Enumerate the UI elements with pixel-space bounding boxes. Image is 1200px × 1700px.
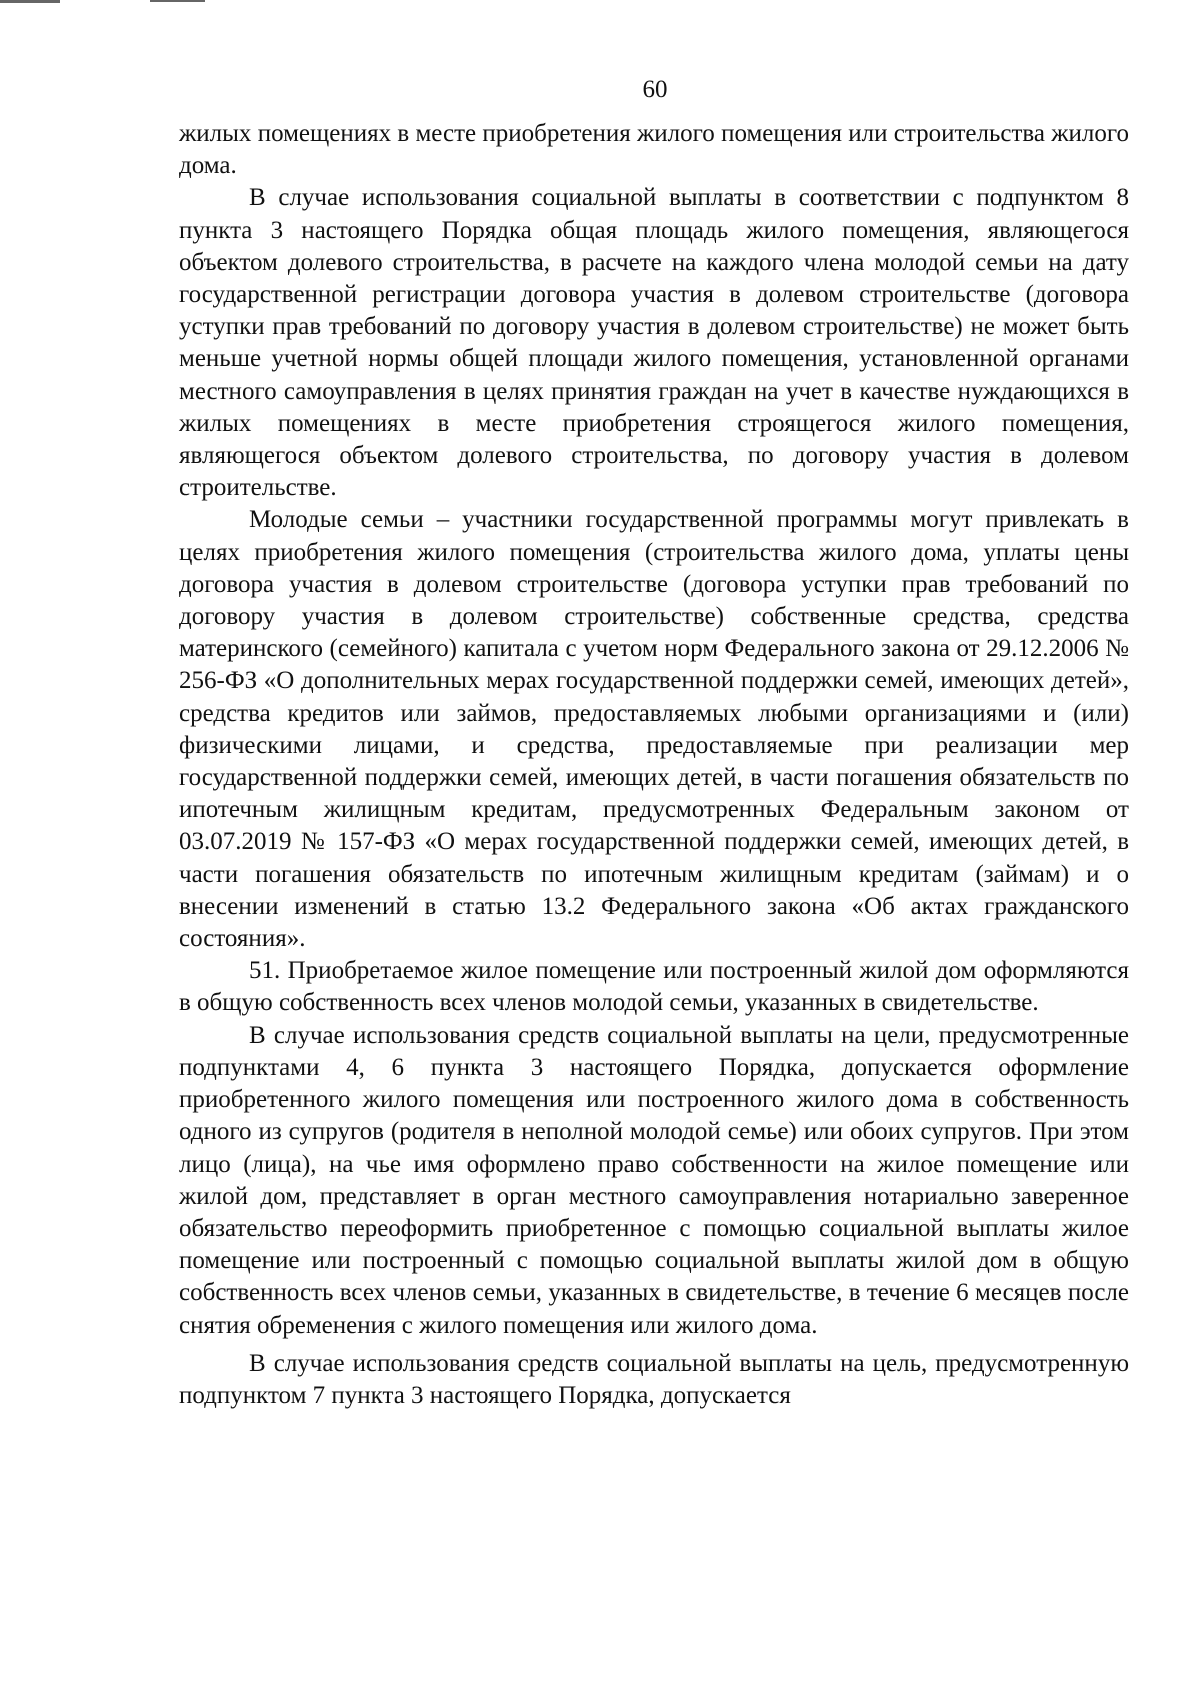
scan-edge-mark	[0, 0, 60, 3]
scan-edge-mark	[150, 0, 205, 2]
paragraph: жилых помещениях в месте приобретения жилого помещения или строительства жилого дома.	[179, 120, 1129, 180]
page-number: 60	[642, 76, 668, 103]
document-body	[179, 118, 1129, 1412]
paragraph: В случае использования средств социальной выплаты на цели, предусмотренные подпунктами 4, 6 пункта 3 настоящего Порядка, допускается оформление приобретенного жилого помещения или построенного жилого дома в собственность одного из супругов (родителя в неполной молодой семье) или обоих супругов. При этом лицо (лица), на чье имя оформлено право собственности на жилое помещение или жилой дом, представляет в орган местного самоуправления нотариально заверенное обязательство переоформить приобретенное с помощью социальной выплаты жилое помещение или построенный с помощью социальной выплаты жилой дом в общую собственность всех членов семьи, указанных в свидетельстве, в течение 6 месяцев после снятия обременения с жилого помещения или жилого дома.	[179, 1021, 1129, 1339]
paragraph: В случае использования социальной выплаты в соответствии с подпунктом 8 пункта 3 настоящего Порядка общая площадь жилого помещения, являющегося объектом долевого строительства, в расчете на каждого члена молодой семьи на дату государственной регистрации договора участия в долевом строительстве (договора уступки прав требований по договору участия в долевом строительстве) не может быть меньше учетной нормы общей площади жилого помещения, установленной органами местного самоуправления в целях принятия граждан на учет в качестве нуждающихся в жилых помещениях в месте приобретения строящегося жилого помещения, являющегося объектом долевого строительства, по договору участия в долевом строительстве.	[179, 184, 1129, 502]
paragraph-item-51: 51. Приобретаемое жилое помещение или построенный жилой дом оформляются в общую собственность всех членов молодой семьи, указанных в свидетельстве.	[179, 957, 1129, 1017]
paragraph: Молодые семьи – участники государственной программы могут привлекать в целях приобретения жилого помещения (строительства жилого дома, уплаты цены договора участия в долевом строительстве (договора уступки прав требований по договору участия в долевом строительстве) собственные средства, средства материнского (семейного) капитала с учетом норм Федерального закона от 29.12.2006 № 256-ФЗ «О дополнительных мерах государственной поддержки семей, имеющих детей», средства кредитов или займов, предоставляемых любыми организациями и (или) физическими лицами, и средства, предоставляемые при реализации мер государственной поддержки семей, имеющих детей, в части погашения обязательств по ипотечным жилищным кредитам, предусмотренных Федеральным законом от 03.07.2019 № 157-ФЗ «О мерах государственной поддержки семей, имеющих детей, в части погашения обязательств по ипотечным жилищным кредитам (займам) и о внесении изменений в статью 13.2 Федерального закона «Об актах гражданского состояния».	[179, 506, 1129, 953]
paragraph: В случае использования средств социальной выплаты на цель, предусмотренную подпунктом 7 пункта 3 настоящего Порядка, допускается	[179, 1349, 1129, 1409]
